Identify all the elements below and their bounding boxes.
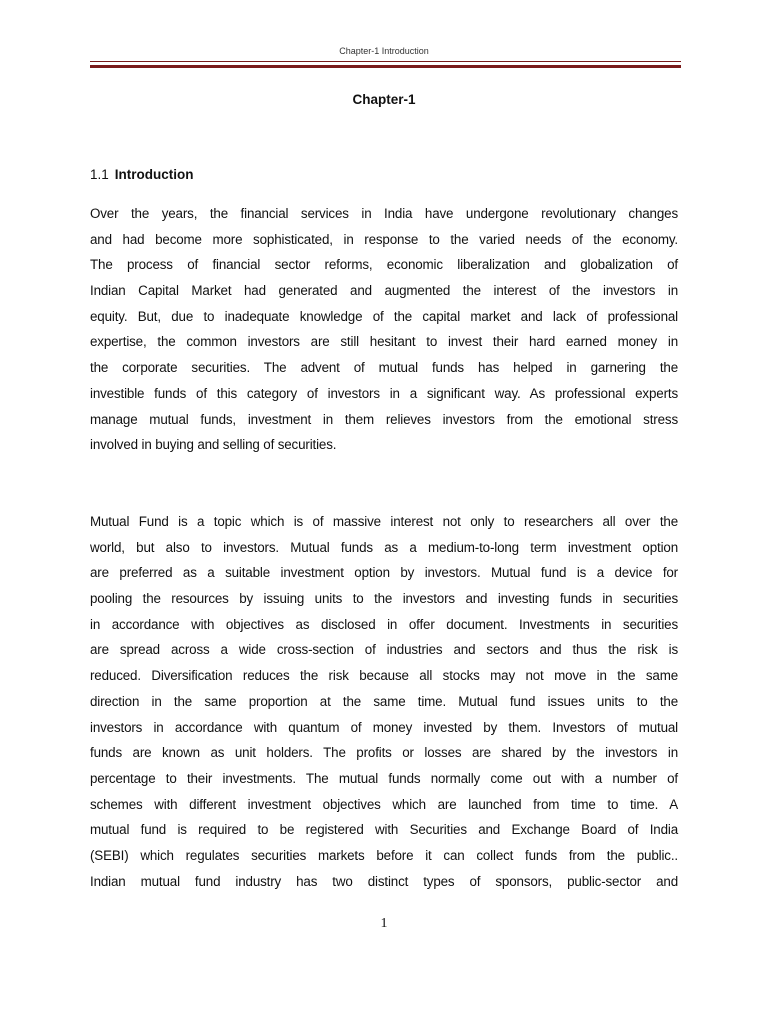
text-line: funds are known as unit holders. The profits or losses are shared by the investors in: [90, 745, 678, 761]
section-number: 1.1: [90, 167, 109, 182]
chapter-title: Chapter-1: [352, 92, 416, 107]
page-number: 1: [380, 916, 388, 931]
text-line: Mutual Fund is a topic which is of massive interest not only to researchers all over the: [90, 514, 678, 529]
text-line: percentage to their investments. The mutual funds normally come out with a number of: [90, 770, 678, 786]
text-line: (SEBI) which regulates securities markets before it can collect funds from the public..: [90, 847, 678, 863]
section-title: Introduction: [114, 167, 194, 182]
text-line: mutual fund is required to be registered with Securities and Exchange Board of India: [90, 822, 678, 838]
header-rule-thick: [90, 65, 681, 68]
text-line: equity. But, due to inadequate knowledge of the capital market and lack of professional: [90, 308, 678, 324]
text-line: schemes with different investment objectives which are launched from time to time. A: [90, 796, 678, 812]
text-line: the corporate securities. The advent of mutual funds has helped in garnering the: [90, 360, 678, 376]
text-line: involved in buying and selling of securities.: [90, 437, 337, 453]
text-line: investors in accordance with quantum of money invested by them. Investors of mutual: [90, 719, 678, 735]
text-line: Indian Capital Market had generated and augmented the interest of the investors in: [90, 283, 678, 299]
header-rule-thin: [90, 61, 681, 62]
section-heading: [90, 167, 194, 182]
running-header: Chapter-1 Introduction: [339, 46, 429, 56]
text-line: pooling the resources by issuing units to the investors and investing funds in securities: [90, 591, 678, 607]
text-line: Indian mutual fund industry has two distinct types of sponsors, public-sector and: [90, 873, 678, 889]
text-line: manage mutual funds, investment in them relieves investors from the emotional stress: [90, 411, 678, 427]
text-line: reduced. Diversification reduces the risk because all stocks may not move in the same: [90, 668, 678, 684]
text-line: direction in the same proportion at the same time. Mutual fund issues units to the: [90, 693, 678, 709]
text-line: world, but also to investors. Mutual funds as a medium-to-long term investment option: [90, 539, 678, 555]
text-line: and had become more sophisticated, in response to the varied needs of the economy.: [90, 231, 678, 247]
text-line: investible funds of this category of investors in a significant way. As professional experts: [90, 385, 678, 401]
text-line: are preferred as a suitable investment option by investors. Mutual fund is a device for: [90, 565, 678, 581]
text-line: expertise, the common investors are still hesitant to invest their hard earned money in: [90, 334, 678, 350]
paragraph-2: [90, 509, 678, 894]
text-line: in accordance with objectives as disclosed in offer document. Investments in securities: [90, 616, 678, 632]
text-line: Over the years, the financial services in India have undergone revolutionary changes: [90, 206, 678, 221]
text-line: are spread across a wide cross-section of industries and sectors and thus the risk is: [90, 642, 678, 658]
text-line: The process of financial sector reforms, economic liberalization and globalization of: [90, 257, 678, 273]
paragraph-1: [90, 201, 678, 458]
